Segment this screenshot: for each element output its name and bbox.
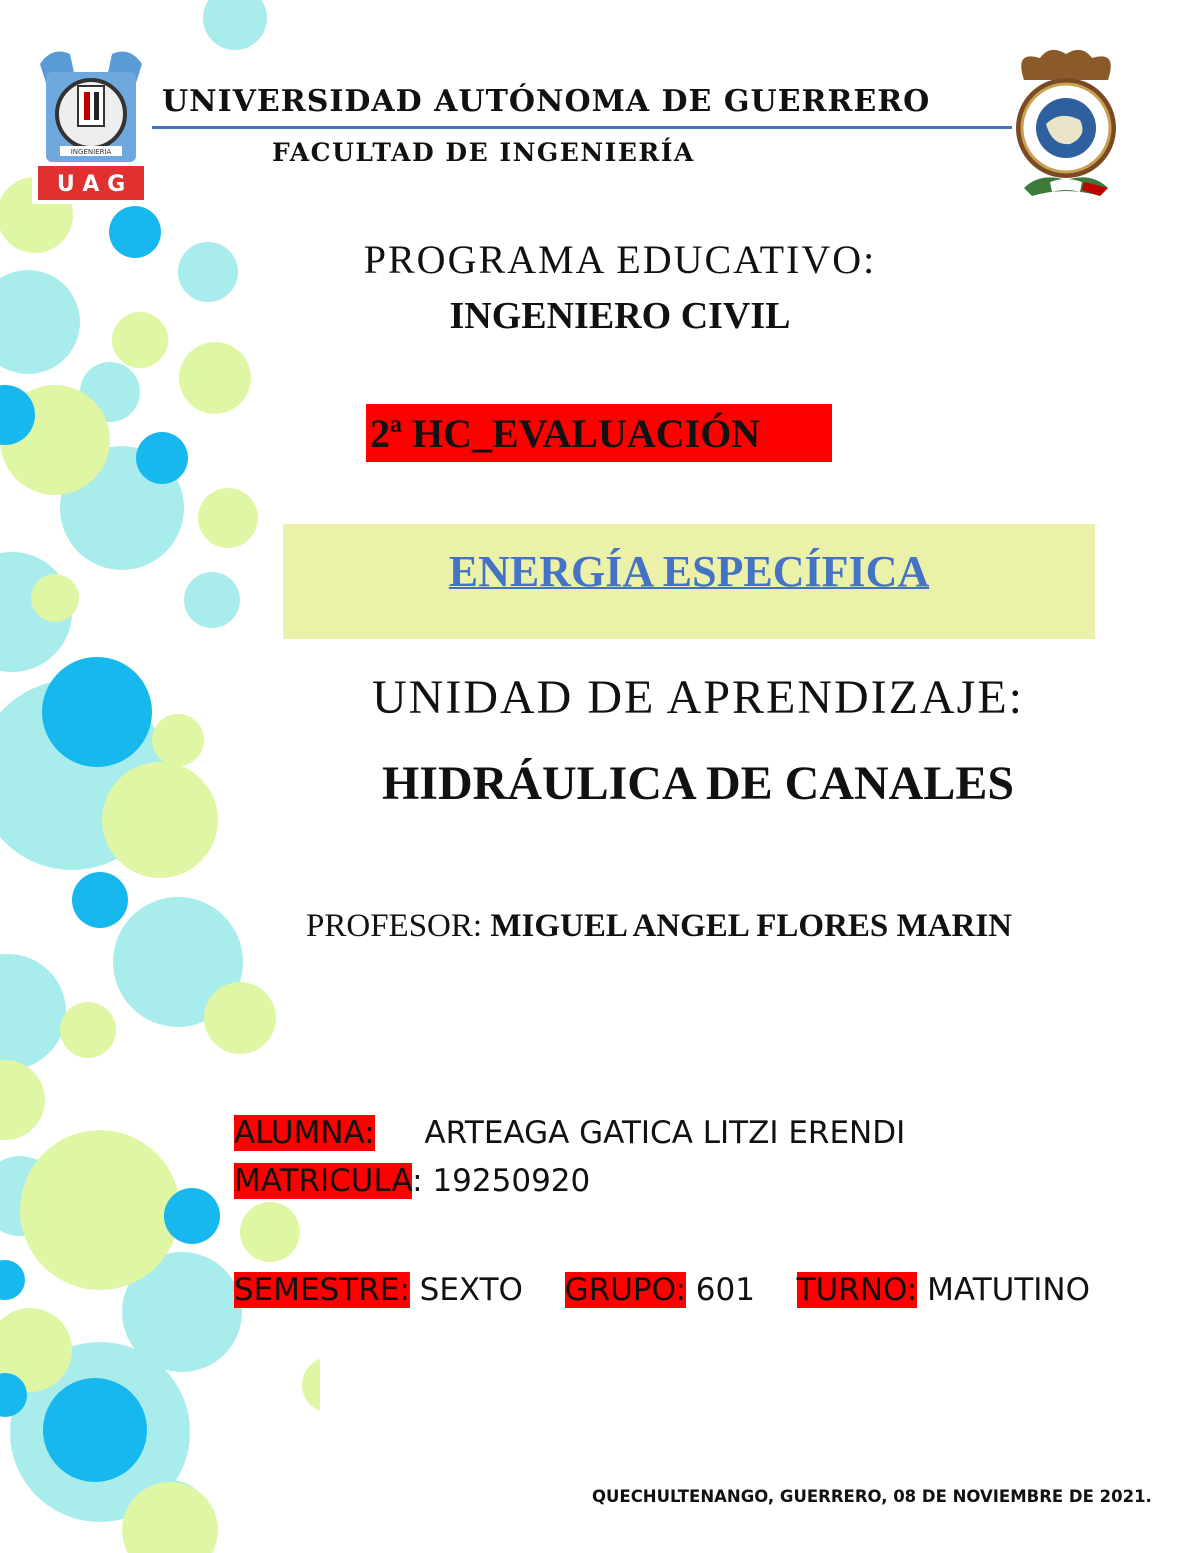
- university-name: UNIVERSIDAD AUTÓNOMA DE GUERRERO: [162, 84, 931, 119]
- matricula-line: [234, 1163, 590, 1199]
- grupo-label: GRUPO:: [564, 1272, 686, 1308]
- unit-name: HIDRÁULICA DE CANALES: [381, 757, 1015, 810]
- semestre-label: SEMESTRE:: [234, 1272, 410, 1308]
- turno-label: TURNO:: [796, 1272, 918, 1308]
- uagro-seal-icon: [1010, 40, 1122, 200]
- left-logo-letters: U A G: [56, 172, 126, 197]
- unit-label: UNIDAD DE APRENDIZAJE:: [372, 671, 1024, 724]
- professor-line: [306, 908, 1012, 945]
- place-date: QUECHULTENANGO, GUERRERO, 08 DE NOVIEMBRE DE 2021.: [592, 1487, 1152, 1506]
- evaluation-title: 2ª HC_EVALUACIÓN: [366, 404, 832, 462]
- professor-label: PROFESOR:: [306, 908, 483, 944]
- class-info-line: [234, 1272, 1090, 1308]
- program-name: INGENIERO CIVIL: [449, 295, 791, 337]
- student-name-line: [234, 1115, 905, 1151]
- turno-value: MATUTINO: [917, 1272, 1091, 1308]
- matricula-label: MATRICULA: [234, 1163, 413, 1199]
- alumna-value: ARTEAGA GATICA LITZI ERENDI: [424, 1115, 906, 1151]
- uag-ingenieria-logo-icon: [32, 42, 150, 204]
- matricula-value: : 19250920: [412, 1163, 591, 1199]
- topic-title: ENERGÍA ESPECÍFICA: [448, 547, 930, 596]
- decorative-dots: [0, 0, 320, 1553]
- header-rule: [152, 126, 1012, 129]
- grupo-value: 601: [685, 1272, 755, 1308]
- alumna-label: ALUMNA:: [234, 1115, 375, 1151]
- program-label: PROGRAMA EDUCATIVO:: [363, 237, 877, 282]
- faculty-name: FACULTAD DE INGENIERÍA: [272, 138, 695, 167]
- semestre-value: SEXTO: [409, 1272, 523, 1308]
- professor-name: MIGUEL ANGEL FLORES MARIN: [490, 908, 1012, 944]
- left-logo-text: INGENIERIA: [70, 148, 112, 156]
